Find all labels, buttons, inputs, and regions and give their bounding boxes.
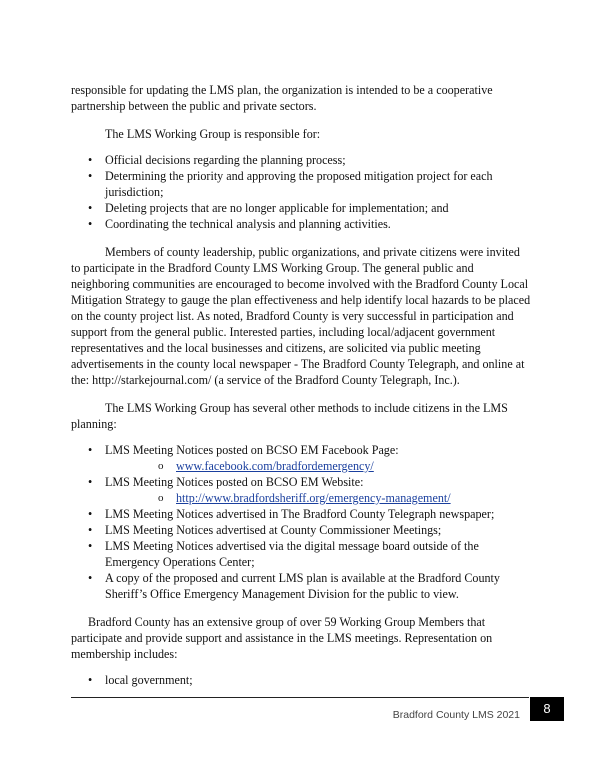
footer-divider [71, 697, 529, 698]
website-link[interactable]: http://www.bradfordsheriff.org/emergency-management/ [176, 491, 451, 505]
facebook-notice-text: LMS Meeting Notices posted on BCSO EM Facebook Page: [105, 443, 399, 457]
list-item: • LMS Meeting Notices advertised at County Commissioner Meetings; [71, 522, 531, 538]
list-item: • LMS Meeting Notices advertised via the digital message board outside of the Emergency Operations Center; [71, 538, 531, 570]
website-notice-text: LMS Meeting Notices posted on BCSO EM Website: [105, 475, 364, 489]
responsibilities-intro: The LMS Working Group is responsible for: [105, 127, 321, 141]
methods-list [71, 442, 531, 602]
page-number: 8 [530, 697, 564, 721]
footer-title: Bradford County LMS 2021 [392, 709, 520, 721]
list-item: • Coordinating the technical analysis and planning activities. [71, 216, 531, 232]
list-item: • Determining the priority and approving the proposed mitigation project for each jurisdiction; [71, 168, 531, 200]
sub-list-item [105, 458, 531, 474]
membership-paragraph: Bradford County has an extensive group of over 59 Working Group Members that participate and provide support and assistance in the LMS meetings. Representation on membership includes: [71, 615, 493, 661]
list-item: • Official decisions regarding the planning process; [71, 152, 531, 168]
list-item [71, 474, 531, 506]
members-paragraph: Members of county leadership, public organizations, and private citizens were invited to participate in the Bradford County LMS Working Group. The general public and neighboring communities are encouraged to become involved with the Bradford County Local Mitigation Strategy to gauge the plan effectiveness and help identify local hazards to be placed on the county project list. As noted, Bradford County is very successful in participation and support from the general public. Interested parties, including local/adjacent government representatives and the local businesses and citizens, are solicited via public meeting advertisements in the county local newspaper - The Bradford County Telegraph, and online at the: http://starkejournal.com/ (a service of the Bradford County Telegraph, Inc.). [71, 245, 531, 387]
methods-intro: The LMS Working Group has several other methods to include citizens in the LMS planning: [71, 401, 508, 431]
list-item: • local government; [71, 672, 531, 688]
membership-list [71, 672, 531, 688]
intro-paragraph: responsible for updating the LMS plan, the organization is intended to be a cooperative partnership between the public and private sectors. [71, 83, 493, 113]
sub-list-item [105, 490, 531, 506]
website-sublist [105, 490, 531, 506]
facebook-sublist [105, 458, 531, 474]
responsibilities-list [71, 152, 531, 232]
list-item: • Deleting projects that are no longer applicable for implementation; and [71, 200, 531, 216]
page-content [71, 82, 531, 688]
list-item [71, 442, 531, 474]
facebook-link[interactable]: www.facebook.com/bradfordemergency/ [176, 459, 374, 473]
list-item: • A copy of the proposed and current LMS plan is available at the Bradford County Sheriff’s Office Emergency Management Division for the public to view. [71, 570, 531, 602]
list-item: • LMS Meeting Notices advertised in The Bradford County Telegraph newspaper; [71, 506, 531, 522]
